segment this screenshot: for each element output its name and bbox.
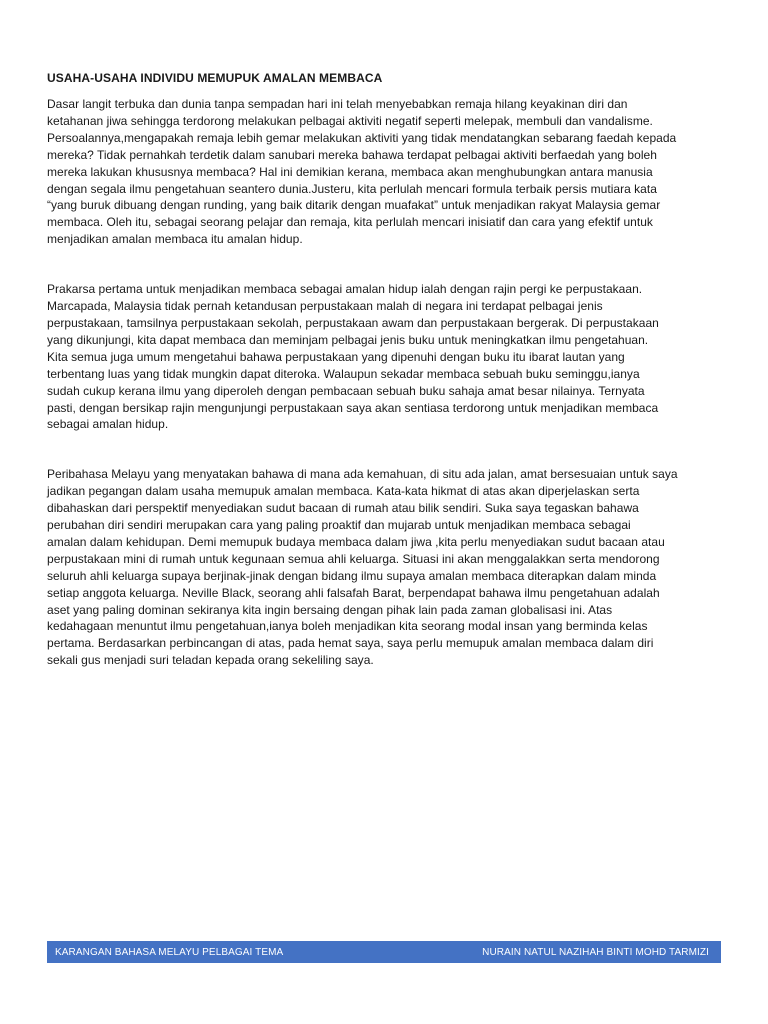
footer-right-text: NURAIN NATUL NAZIHAH BINTI MOHD TARMIZI — [482, 946, 709, 958]
paragraph-reading-corner: Peribahasa Melayu yang menyatakan bahawa di mana ada kemahuan, di situ ada jalan, amat bersesuaian untuk saya jadikan pegangan dalam usaha memupuk amalan membaca. Kata-kata hikmat di atas akan diperjelaskan serta dibahaskan dari perspektif menyediakan sudut bacaan di rumah atau bilik sendiri. Suka saya tegaskan bahawa perubahan diri sendiri merupakan cara yang paling proaktif dan mujarab untuk menjadikan membaca sebagai amalan dalam kehidupan. Demi memupuk budaya membaca dalam jiwa ,kita perlu menyediakan sudut bacaan atau perpustakaan mini di rumah untuk kegunaan semua ahli keluarga. Situasi ini akan menggalakkan serta mendorong seluruh ahli keluarga supaya berjinak-jinak dengan bidang ilmu supaya amalan membaca diterapkan dalam minda setiap anggota keluarga. Neville Black, seorang ahli falsafah Barat, berpendapat bahawa ilmu pengetahuan adalah aset yang paling dominan sekiranya kita ingin bersaing dengan pihak lain pada zaman globalisasi ini. Atas kedahagaan menuntut ilmu pengetahuan,ianya boleh menjadikan kita seorang modal insan yang berminda kelas pertama. Berdasarkan perbincangan di atas, pada hemat saya, saya perlu memupuk amalan membaca dalam diri sekali gus menjadi suri teladan kepada orang sekeliling saya. — [47, 467, 678, 668]
document-title: USAHA-USAHA INDIVIDU MEMUPUK AMALAN MEMBACA — [47, 71, 383, 85]
page-footer — [47, 941, 721, 963]
footer-left-text: KARANGAN BAHASA MELAYU PELBAGAI TEMA — [55, 946, 284, 958]
paragraph-library: Prakarsa pertama untuk menjadikan membaca sebagai amalan hidup ialah dengan rajin pergi ke perpustakaan. Marcapada, Malaysia tidak pernah ketandusan perpustakaan malah di negara ini terdapat pelbagai jenis perpustakaan, tamsilnya perpustakaan sekolah, perpustakaan awam dan perpustakaan bergerak. Di perpustakaan yang dikunjungi, kita dapat membaca dan meminjam pelbagai jenis buku untuk meningkatkan ilmu pengetahuan. Kita semua juga umum mengetahui bahawa perpustakaan yang dipenuhi dengan buku itu ibarat lautan yang terbentang luas yang tidak mungkin dapat diteroka. Walaupun sekadar membaca sebuah buku seminggu,ianya sudah cukup kerana ilmu yang diperoleh dengan pembacaan sebuah buku sahaja amat besar nilainya. Ternyata pasti, dengan bersikap rajin mengunjungi perpustakaan saya akan sentiasa terdorong untuk menjadikan membaca sebagai amalan hidup. — [47, 282, 659, 432]
document-body — [47, 70, 723, 669]
paragraph-introduction: Dasar langit terbuka dan dunia tanpa sempadan hari ini telah menyebabkan remaja hilang keyakinan diri dan ketahanan jiwa sehingga terdorong melakukan pelbagai aktiviti negatif seperti melepak, membuli dan vandalisme. Persoalannya,mengapakah remaja lebih gemar melakukan aktiviti yang tidak mendatangkan sebarang faedah kepada mereka? Tidak pernahkah terdetik dalam sanubari mereka bahawa terdapat pelbagai aktiviti berfaedah yang boleh mereka lakukan khususnya membaca? Hal ini demikian kerana, membaca akan menghubungkan antara manusia dengan segala ilmu pengetahuan seantero dunia.Justeru, kita perlulah mencari formula terbaik persis mutiara kata “yang buruk dibuang dengan runding, yang baik ditarik dengan muafakat” untuk menjadikan rakyat Malaysia gemar membaca. Oleh itu, sebagai seorang pelajar dan remaja, kita perlulah mencari inisiatif dan cara yang efektif untuk menjadikan amalan membaca itu amalan hidup. — [47, 97, 677, 247]
